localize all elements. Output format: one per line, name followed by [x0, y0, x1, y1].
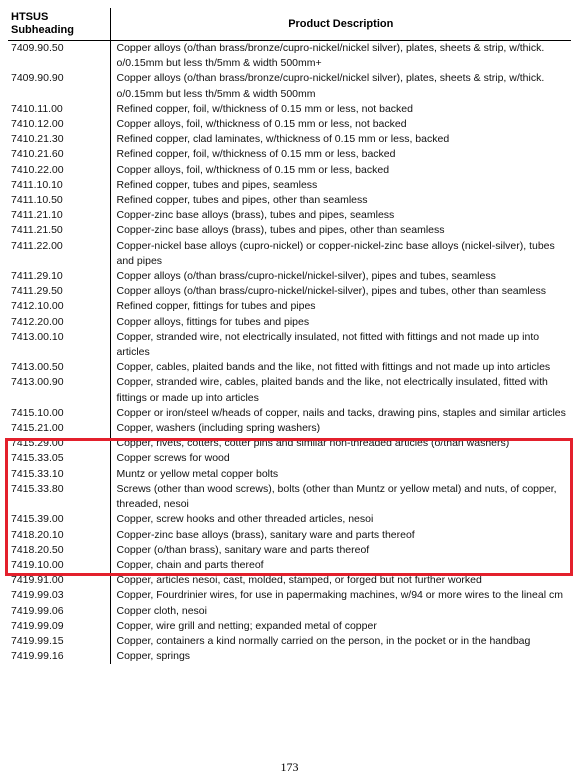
row-code: 7413.00.90	[8, 375, 110, 405]
row-code: 7413.00.10	[8, 330, 110, 360]
table-row	[8, 315, 571, 330]
row-description: Copper, stranded wire, not electrically insulated, not fitted with fittings and not made up into articles	[116, 330, 540, 359]
table-row	[8, 604, 571, 619]
row-code: 7411.10.10	[8, 178, 110, 193]
row-description: Copper-zinc base alloys (brass), tubes and pipes, seamless	[116, 209, 395, 222]
row-description: Copper, containers a kind normally carried on the person, in the pocket or in the handbag	[116, 634, 531, 647]
row-description: Copper, washers (including spring washers)	[116, 422, 321, 435]
row-description: Copper alloys (o/than brass/cupro-nickel/nickel-silver), pipes and tubes, other than seamless	[116, 285, 547, 298]
row-code: 7415.33.80	[8, 482, 110, 512]
row-code: 7411.29.50	[8, 284, 110, 299]
row-code: 7418.20.50	[8, 543, 110, 558]
row-code: 7411.10.50	[8, 193, 110, 208]
table-row	[8, 299, 571, 314]
row-code: 7419.10.00	[8, 558, 110, 573]
table-row	[8, 193, 571, 208]
table-row	[8, 543, 571, 558]
row-description: Copper, screw hooks and other threaded articles, nesoi	[116, 513, 374, 526]
header-description: Product Description	[110, 8, 571, 41]
row-code: 7419.99.15	[8, 634, 110, 649]
table-row	[8, 421, 571, 436]
row-description: Copper alloys (o/than brass/cupro-nickel/nickel-silver), pipes and tubes, seamless	[116, 270, 496, 283]
row-description: Copper screws for wood	[116, 452, 230, 465]
row-code: 7413.00.50	[8, 360, 110, 375]
table-row	[8, 467, 571, 482]
row-code: 7412.10.00	[8, 299, 110, 314]
row-description: Refined copper, clad laminates, w/thickness of 0.15 mm or less, backed	[116, 133, 450, 146]
table-row	[8, 512, 571, 527]
table-row	[8, 634, 571, 649]
row-description: Copper (o/than brass), sanitary ware and parts thereof	[116, 543, 370, 556]
row-code: 7410.22.00	[8, 163, 110, 178]
table-row	[8, 71, 571, 101]
row-code: 7418.20.10	[8, 528, 110, 543]
table-row	[8, 619, 571, 634]
table-row	[8, 41, 571, 72]
table-row	[8, 588, 571, 603]
row-code: 7419.99.09	[8, 619, 110, 634]
row-code: 7419.91.00	[8, 573, 110, 588]
row-code: 7410.11.00	[8, 102, 110, 117]
table-row	[8, 208, 571, 223]
row-code: 7410.21.30	[8, 132, 110, 147]
table-row	[8, 406, 571, 421]
row-code: 7411.22.00	[8, 239, 110, 269]
table-row	[8, 360, 571, 375]
row-description: Copper, springs	[116, 650, 191, 663]
row-code: 7409.90.90	[8, 71, 110, 101]
row-description: Muntz or yellow metal copper bolts	[116, 467, 279, 480]
row-description: Copper alloys, fittings for tubes and pipes	[116, 315, 310, 328]
row-code: 7411.29.10	[8, 269, 110, 284]
table-row	[8, 558, 571, 573]
table-row	[8, 482, 571, 512]
table-row	[8, 239, 571, 269]
row-code: 7410.12.00	[8, 117, 110, 132]
row-description: Copper alloys (o/than brass/bronze/cupro-nickel/nickel silver), plates, sheets & strip, w/thick. o/0.15mm but less th/5mm & width 500mm+	[116, 42, 545, 70]
table-body	[8, 41, 571, 665]
row-code: 7415.29.00	[8, 436, 110, 451]
row-code: 7415.33.10	[8, 467, 110, 482]
row-description: Copper or iron/steel w/heads of copper, nails and tacks, drawing pins, staples and similar articles	[116, 406, 566, 419]
table-row	[8, 528, 571, 543]
row-code: 7415.21.00	[8, 421, 110, 436]
row-code: 7409.90.50	[8, 41, 110, 72]
table-row	[8, 451, 571, 466]
row-description: Copper alloys (o/than brass/bronze/cupro-nickel/nickel silver), plates, sheets & strip, w/thick. o/0.15mm but less th/5mm & width 500mm	[116, 72, 545, 100]
table-row	[8, 147, 571, 162]
row-description: Copper alloys, foil, w/thickness of 0.15 mm or less, not backed	[116, 118, 407, 131]
table-row	[8, 284, 571, 299]
row-code: 7415.10.00	[8, 406, 110, 421]
row-code: 7411.21.10	[8, 208, 110, 223]
table-row	[8, 178, 571, 193]
table-row	[8, 163, 571, 178]
row-code: 7419.99.06	[8, 604, 110, 619]
row-description: Copper, Fourdrinier wires, for use in papermaking machines, w/94 or more wires to the lineal cm	[116, 589, 563, 602]
row-description: Refined copper, tubes and pipes, seamless	[116, 178, 318, 191]
row-description: Copper, cables, plaited bands and the like, not fitted with fittings and not made up into articles	[116, 361, 551, 374]
table-row	[8, 573, 571, 588]
row-description: Refined copper, foil, w/thickness of 0.15 mm or less, backed	[116, 148, 396, 161]
row-description: Copper, wire grill and netting; expanded metal of copper	[116, 619, 377, 632]
row-description: Refined copper, fittings for tubes and pipes	[116, 300, 316, 313]
table-row	[8, 102, 571, 117]
table-header-row	[8, 8, 571, 41]
hts-table	[8, 8, 571, 664]
table-row	[8, 649, 571, 664]
row-description: Copper-nickel base alloys (cupro-nickel) or copper-nickel-zinc base alloys (nickel-silver), tubes and pipes	[116, 239, 555, 267]
table-row	[8, 330, 571, 360]
row-description: Screws (other than wood screws), bolts (other than Muntz or yellow metal) and nuts, of copper, threaded, nesoi	[116, 482, 557, 511]
row-description: Refined copper, foil, w/thickness of 0.15 mm or less, not backed	[116, 102, 413, 115]
row-code: 7415.39.00	[8, 512, 110, 527]
row-code: 7410.21.60	[8, 147, 110, 162]
page-number: 173	[280, 760, 299, 774]
header-code: HTSUS Subheading	[8, 8, 110, 41]
row-description: Copper-zinc base alloys (brass), sanitary ware and parts thereof	[116, 528, 415, 541]
table-row	[8, 117, 571, 132]
row-code: 7415.33.05	[8, 451, 110, 466]
table-row	[8, 375, 571, 405]
row-description: Copper cloth, nesoi	[116, 604, 207, 617]
row-code: 7419.99.16	[8, 649, 110, 664]
row-description: Refined copper, tubes and pipes, other than seamless	[116, 194, 368, 207]
table-row	[8, 269, 571, 284]
table-row	[8, 223, 571, 238]
table-row	[8, 436, 571, 451]
row-description: Copper, articles nesoi, cast, molded, stamped, or forged but not further worked	[116, 574, 482, 587]
table-row	[8, 132, 571, 147]
row-description: Copper, rivets, cotters, cotter pins and similar non-threaded articles (o/than washers)	[116, 437, 510, 450]
row-description: Copper alloys, foil, w/thickness of 0.15 mm or less, backed	[116, 163, 390, 176]
row-description: Copper, stranded wire, cables, plaited bands and the like, not electrically insulated, fitted with fittings or made up into articles	[116, 376, 548, 404]
row-description: Copper, chain and parts thereof	[116, 558, 264, 571]
row-code: 7412.20.00	[8, 315, 110, 330]
row-code: 7419.99.03	[8, 588, 110, 603]
row-description: Copper-zinc base alloys (brass), tubes and pipes, other than seamless	[116, 224, 445, 237]
row-code: 7411.21.50	[8, 223, 110, 238]
